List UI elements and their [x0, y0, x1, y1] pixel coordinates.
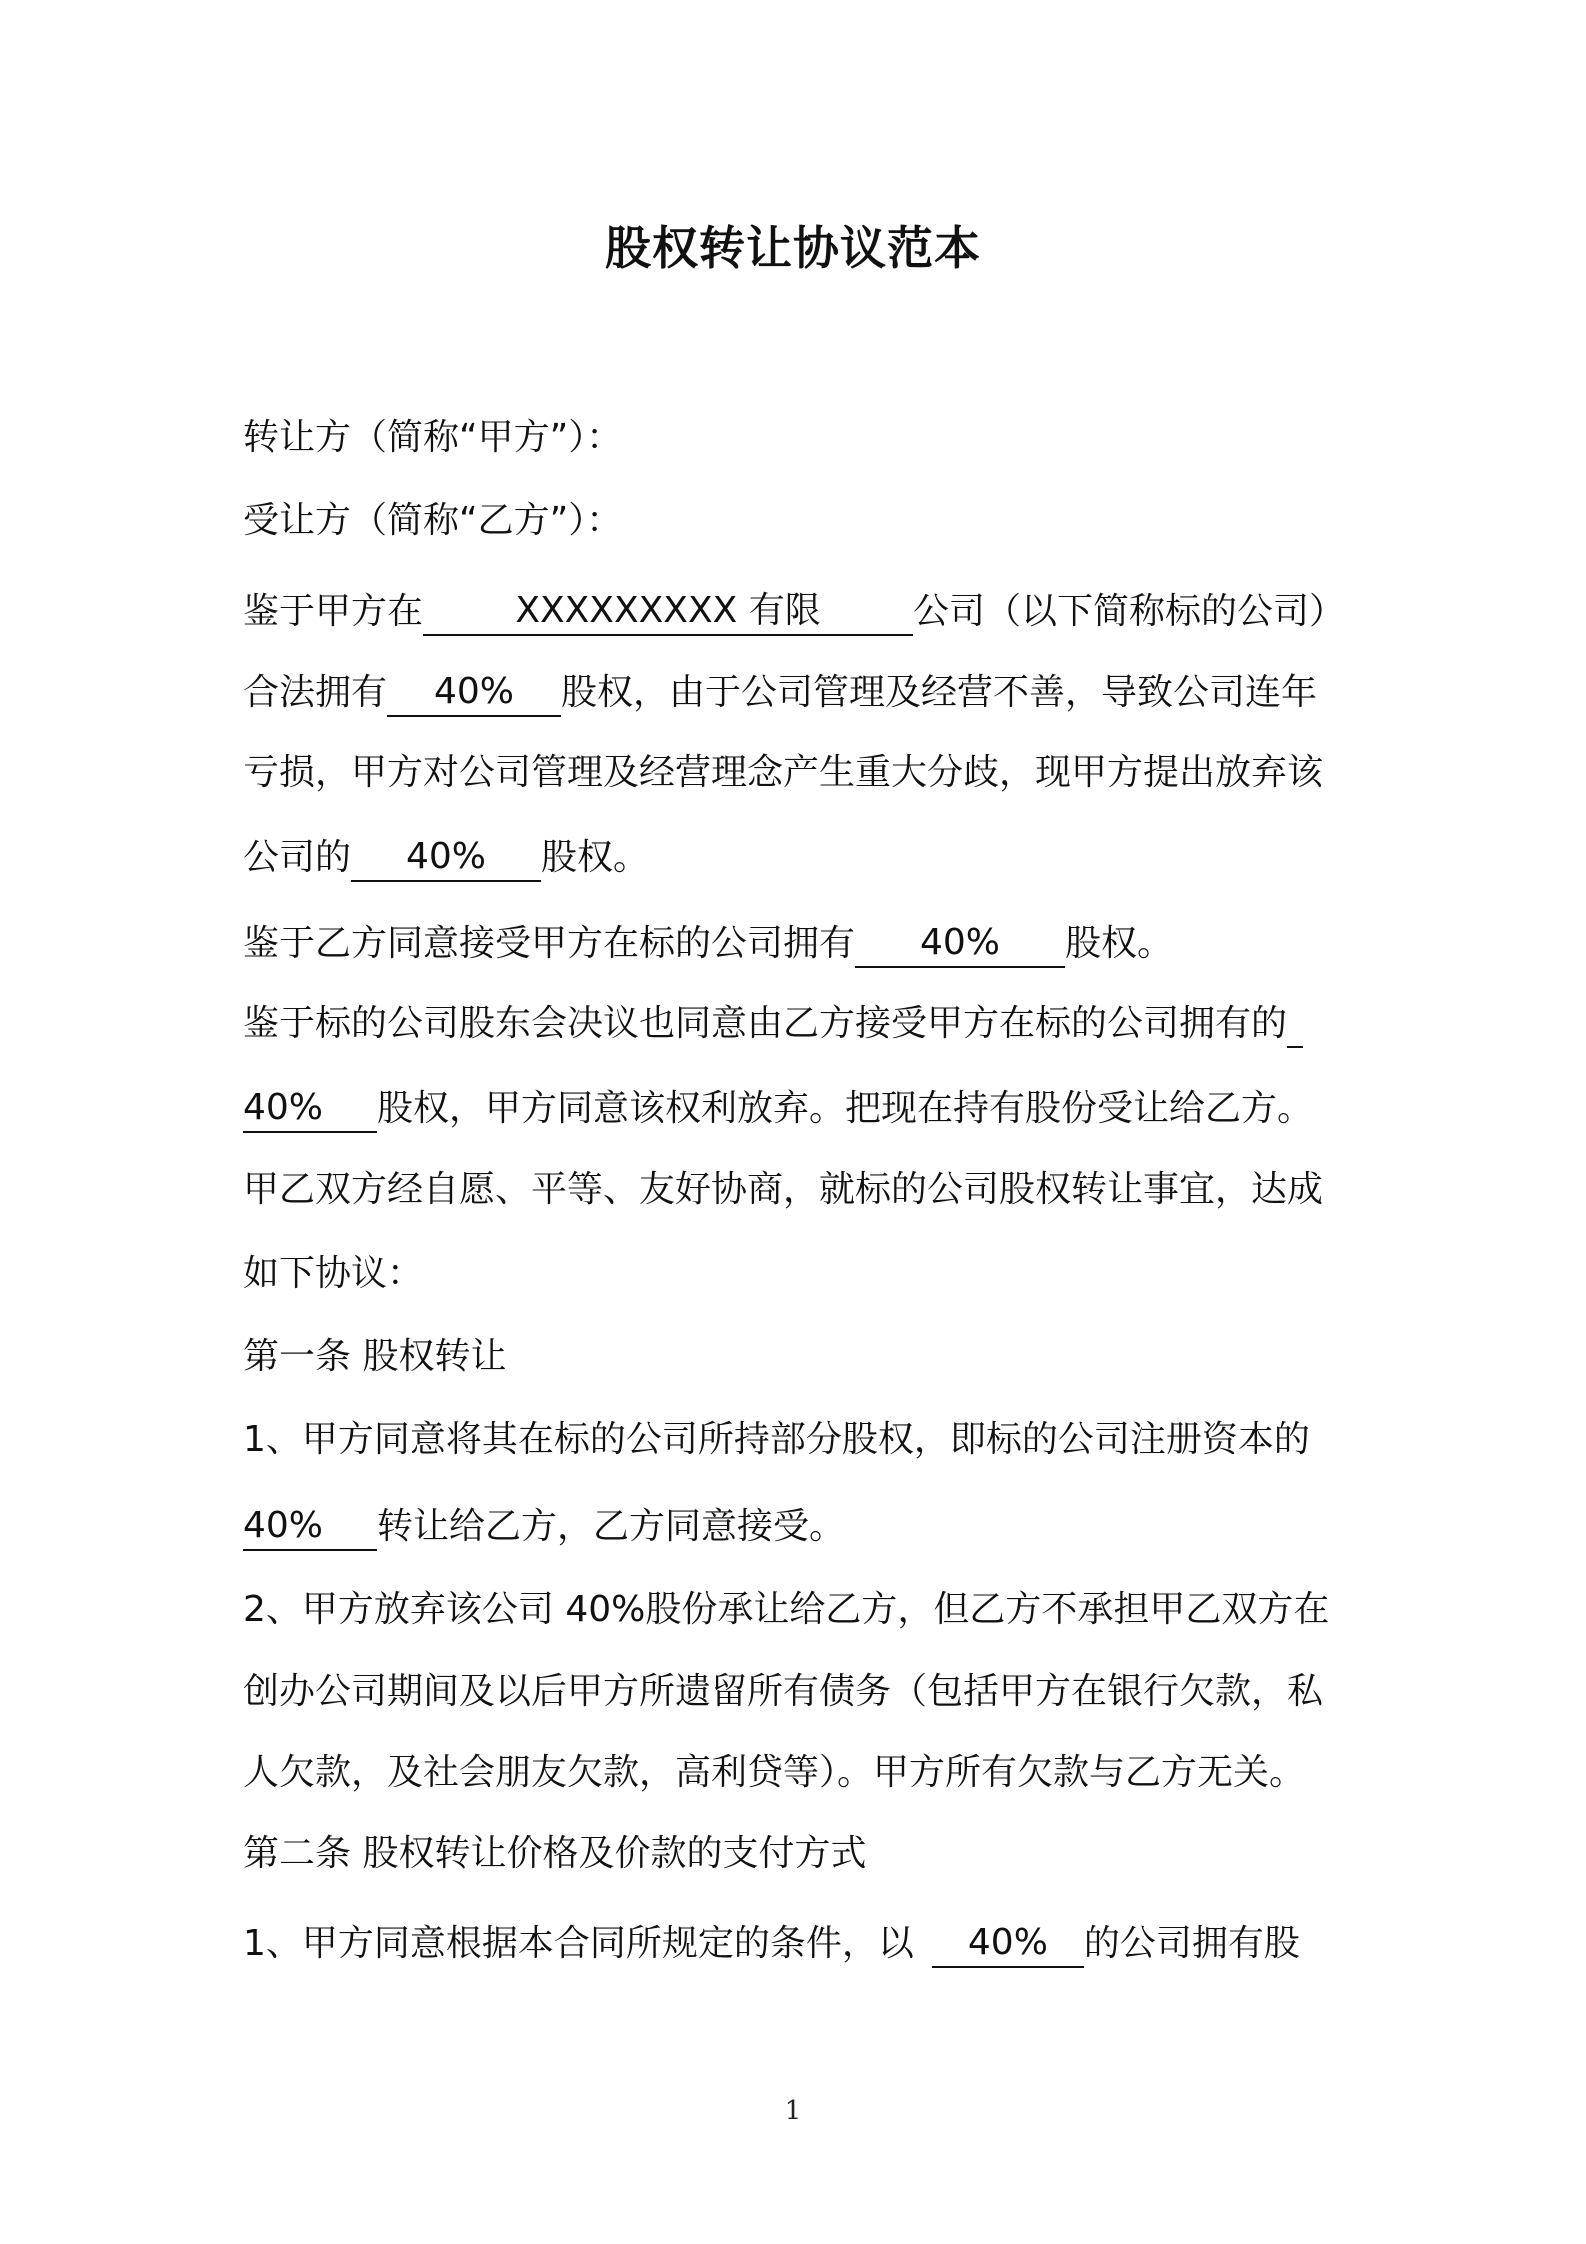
share-blank-3: 40% [855, 920, 1065, 968]
article-2-item-1-prefix: 1、甲方同意根据本合同所规定的条件，以 [243, 1923, 914, 1964]
article-1-item-2-line-3: 人欠款，及社会朋友欠款，高利贷等）。甲方所有欠款与乙方无关。 [243, 1752, 1306, 1793]
article-1-item-2-line-2: 创办公司期间及以后甲方所遗留所有债务（包括甲方在银行欠款，私 [243, 1671, 1324, 1712]
article-2-item-1-line-1 [243, 1920, 1300, 1968]
share-blank-5: 40% [243, 1503, 377, 1551]
recital-1-line-4 [243, 834, 649, 882]
recital-1-line-4-prefix: 公司的 [243, 837, 352, 878]
recital-1-prefix: 鉴于甲方在 [243, 591, 424, 632]
recital-1-line-3: 亏损，甲方对公司管理及经营理念产生重大分歧，现甲方提出放弃该 [243, 752, 1324, 793]
recital-1-line-1 [243, 588, 1345, 636]
article-1-item-1-line-2-suffix: 转让给乙方，乙方同意接受。 [377, 1506, 846, 1547]
share-blank-2: 40% [351, 834, 541, 882]
recital-1-line-2-prefix: 合法拥有 [243, 672, 388, 713]
transferor-line: 转让方（简称“甲方”）： [243, 417, 623, 458]
recital-3-line-1-text: 鉴于标的公司股东会决议也同意由乙方接受甲方在标的公司拥有的 [243, 1003, 1288, 1044]
recital-3-line-2-suffix: 股权，甲方同意该权利放弃。把现在持有股份受让给乙方。 [377, 1088, 1314, 1129]
company-name-blank: XXXXXXXXX 有限 [423, 588, 913, 636]
article-1-heading: 第一条 股权转让 [243, 1336, 507, 1377]
transferee-line: 受让方（简称“乙方”）： [243, 500, 623, 541]
recital-4-line-2: 如下协议： [243, 1253, 424, 1294]
recital-1-line-2 [243, 669, 1317, 717]
trailing-blank [1287, 1046, 1303, 1048]
share-blank-6: 40% [932, 1920, 1084, 1968]
recital-4-line-1: 甲乙双方经自愿、平等、友好协商，就标的公司股权转让事宜，达成 [243, 1169, 1324, 1210]
article-1-item-2-line-1: 2、甲方放弃该公司 40%股份承让给乙方，但乙方不承担甲乙双方在 [243, 1589, 1330, 1630]
recital-2-line [243, 920, 1173, 968]
share-blank-1: 40% [387, 669, 561, 717]
share-blank-4: 40% [243, 1085, 377, 1133]
article-2-item-1-suffix: 的公司拥有股 [1083, 1923, 1300, 1964]
article-2-heading: 第二条 股权转让价格及价款的支付方式 [243, 1833, 867, 1874]
article-1-item-1-line-2 [243, 1503, 845, 1551]
recital-1-suffix: 公司（以下简称标的公司） [913, 591, 1346, 632]
page-number: 1 [784, 2096, 802, 2126]
recital-1-line-2-suffix: 股权，由于公司管理及经营不善，导致公司连年 [561, 672, 1318, 713]
article-1-item-1-line-1: 1、甲方同意将其在标的公司所持部分股权，即标的公司注册资本的 [243, 1419, 1310, 1460]
recital-3-line-2 [243, 1085, 1313, 1133]
recital-3-line-1 [243, 1000, 1303, 1048]
recital-1-line-4-suffix: 股权。 [541, 837, 650, 878]
recital-2-prefix: 鉴于乙方同意接受甲方在标的公司拥有 [243, 923, 856, 964]
document-title: 股权转让协议范本 [605, 221, 981, 275]
recital-2-suffix: 股权。 [1065, 923, 1174, 964]
